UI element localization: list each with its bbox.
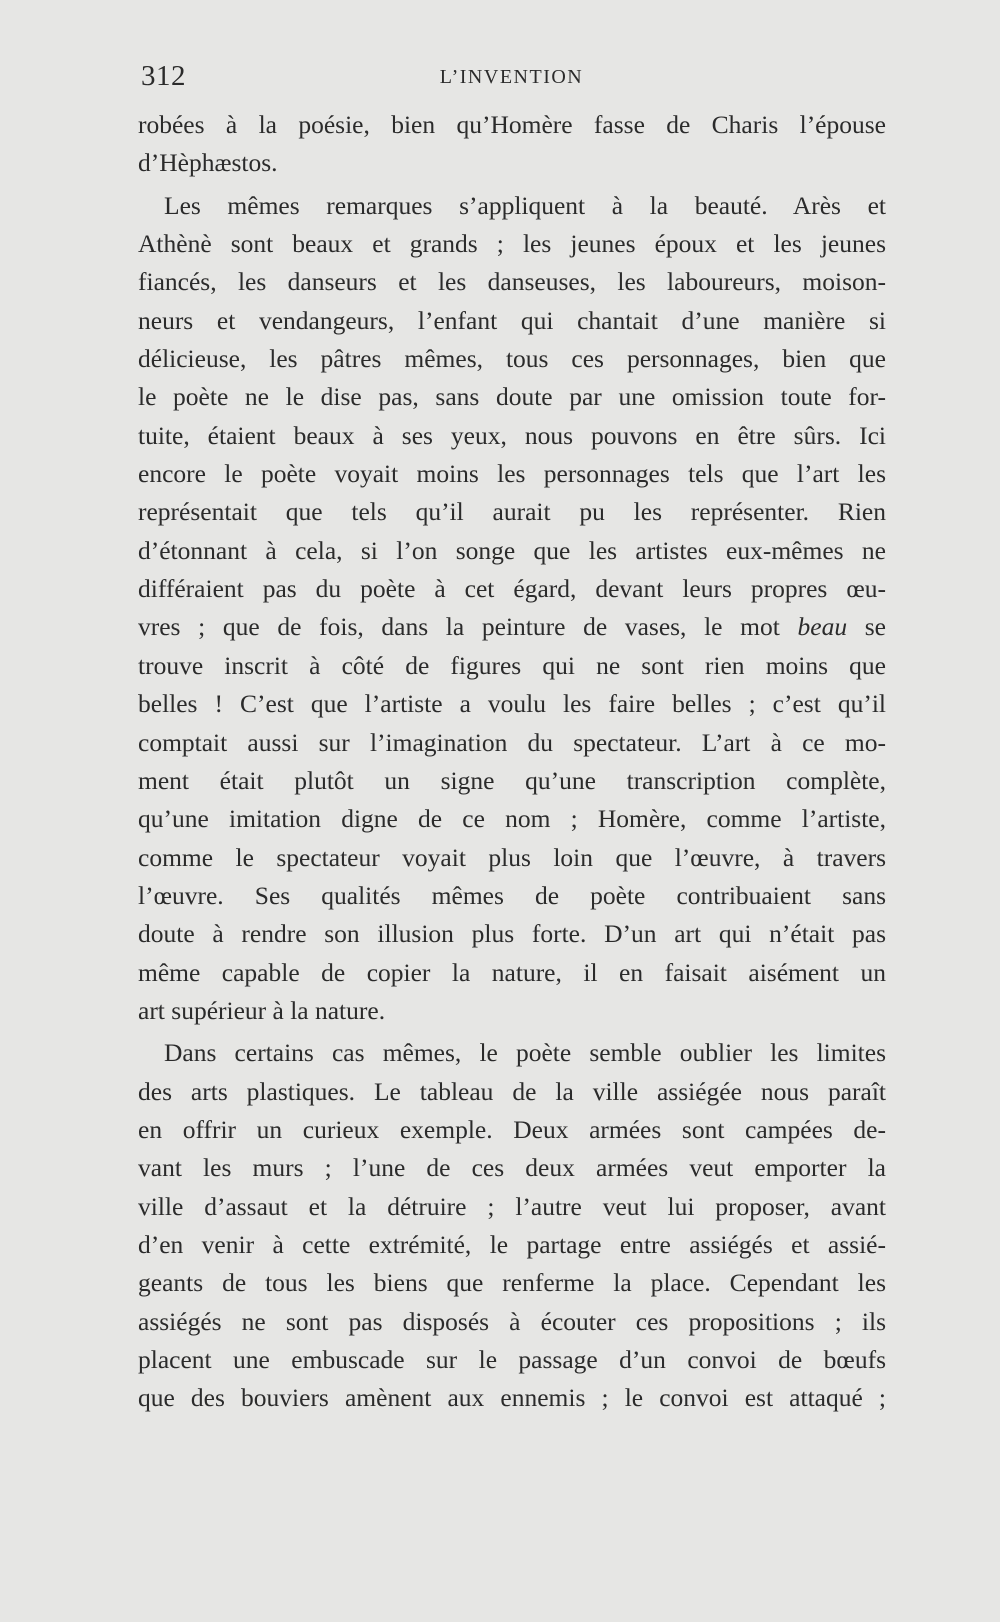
text-line: délicieuse, les pâtres mêmes, tous ces personnages, bien que — [138, 344, 886, 374]
text-line: robées à la poésie, bien qu’Homère fasse de Charis l’épouse — [138, 110, 886, 139]
body-text — [138, 106, 886, 1418]
text-line: ville d’assaut et la détruire ; l’autre veut lui proposer, avant — [138, 1191, 886, 1221]
text-line: qu’une imitation digne de ce nom ; Homère, comme l’artiste, — [138, 804, 886, 834]
text-line: représentait que tels qu’il aurait pu les représenter. Rien — [138, 497, 886, 527]
text-line: encore le poète voyait moins les personnages tels que l’art les — [138, 459, 886, 489]
text-line: Les mêmes remarques s’appliquent à la beauté. Arès et — [164, 190, 886, 220]
text-line: belles ! C’est que l’artiste a voulu les faire belles ; c’est qu’il — [138, 689, 886, 719]
text-line: ment était plutôt un signe qu’une transcription complète, — [138, 765, 886, 795]
text-line: Athènè sont beaux et grands ; les jeunes époux et les jeunes — [138, 229, 886, 259]
text-line: Dans certains cas mêmes, le poète semble oublier les limites — [164, 1038, 886, 1068]
text-segment: se — [847, 612, 886, 642]
text-line: comptait aussi sur l’imagination du spectateur. L’art à ce mo- — [138, 727, 886, 757]
text-line: fiancés, les danseurs et les danseuses, les laboureurs, moison- — [138, 267, 886, 297]
text-line: assiégés ne sont pas disposés à écouter ces propositions ; ils — [138, 1306, 886, 1336]
text-line: art supérieur à la nature. — [138, 995, 386, 1025]
text-line: neurs et vendangeurs, l’enfant qui chantait d’une manière si — [138, 305, 886, 335]
text-line: d’étonnant à cela, si l’on songe que les artistes eux-mêmes ne — [138, 535, 886, 565]
text-line: d’en venir à cette extrémité, le partage entre assiégés et assié- — [138, 1229, 886, 1259]
text-line: même capable de copier la nature, il en faisait aisément un — [138, 957, 886, 987]
page-number: 312 — [141, 60, 186, 92]
running-title: L’INVENTION — [439, 66, 584, 88]
text-line: en offrir un curieux exemple. Deux armées sont campées de- — [138, 1114, 886, 1144]
text-line: tuite, étaient beaux à ses yeux, nous pouvons en être sûrs. Ici — [138, 420, 886, 450]
text-line: des arts plastiques. Le tableau de la ville assiégée nous paraît — [138, 1076, 886, 1106]
text-line: doute à rendre son illusion plus forte. D’un art qui n’était pas — [138, 919, 886, 949]
running-head — [141, 56, 882, 96]
text-line: vant les murs ; l’une de ces deux armées veut emporter la — [138, 1153, 886, 1183]
text-line-with-italic — [138, 608, 886, 646]
text-line: d’Hèphæstos. — [138, 148, 278, 178]
text-line: trouve inscrit à côté de figures qui ne sont rien moins que — [138, 650, 886, 680]
italic-word: beau — [797, 612, 848, 642]
text-line: que des bouviers amènent aux ennemis ; le convoi est attaqué ; — [138, 1383, 886, 1413]
text-line: l’œuvre. Ses qualités mêmes de poète contribuaient sans — [138, 880, 886, 910]
text-line: placent une embuscade sur le passage d’un convoi de bœufs — [138, 1345, 886, 1374]
text-line: geants de tous les biens que renferme la place. Cependant les — [138, 1268, 886, 1298]
text-segment: vres ; que de fois, dans la peinture de vases, le mot — [138, 612, 798, 642]
text-line: comme le spectateur voyait plus loin que l’œuvre, à travers — [138, 842, 886, 872]
text-line: différaient pas du poète à cet égard, devant leurs propres œu- — [138, 574, 886, 604]
text-line: le poète ne le dise pas, sans doute par une omission toute for- — [138, 382, 886, 412]
